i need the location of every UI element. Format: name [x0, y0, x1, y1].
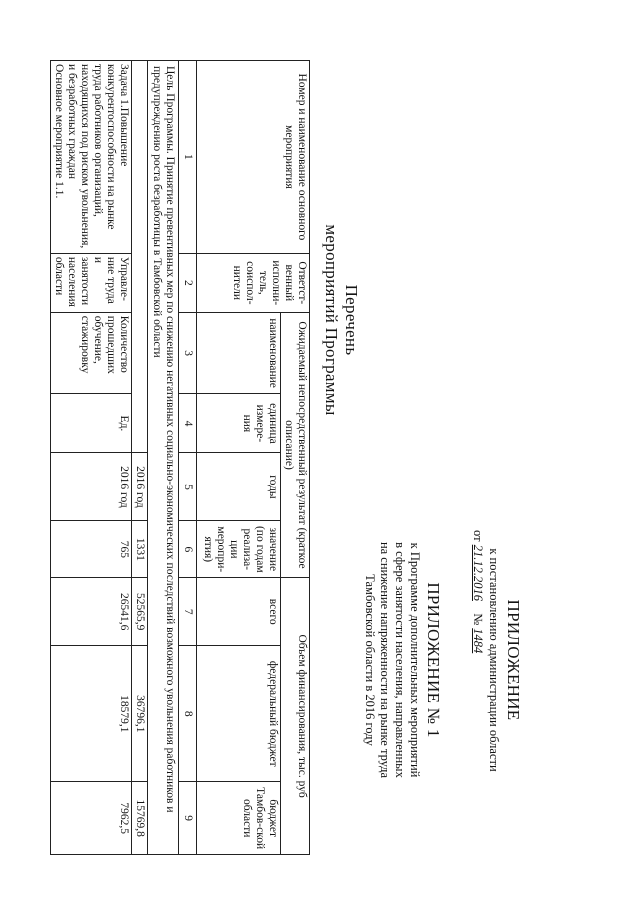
task-regional: 7962,5: [51, 782, 132, 855]
total-sum: 52565,9: [132, 578, 148, 646]
task-federal: 18579,1: [51, 646, 132, 782]
number-prefix: №: [471, 613, 485, 626]
appendix1-line1: к Программе дополнительных мероприятий: [408, 542, 422, 778]
number-value: 1484: [471, 628, 485, 654]
th-responsible: Ответст-венный исполни-тель, соиспол-нители: [197, 253, 310, 312]
th-name: наименование: [197, 312, 281, 394]
column-numbers-row: [179, 61, 197, 855]
total-year: 2016 год: [132, 453, 148, 521]
rotated-content: [53, 10, 528, 890]
appendix1-line3: на снижение напряженности на рынке труда: [378, 541, 392, 779]
th-federal: федеральный бюджет: [197, 646, 281, 782]
th-finance: Объем финансирования, тыс. руб: [281, 578, 310, 855]
th-result: Ожидаемый непосредственный результат (краткое описание): [281, 312, 310, 577]
task-responsible: Управле-ние труда и занятости населения области: [51, 253, 132, 312]
appendix1-line4: Тамбовской области в 2016 году: [363, 574, 377, 746]
total-regional: 15769,8: [132, 782, 148, 855]
col-num-7: 7: [179, 578, 197, 646]
th-value: значение (по годам реализа-ции меропри-ятия): [197, 521, 281, 578]
total-federal: 36796,1: [132, 646, 148, 782]
appendix-title: ПРИЛОЖЕНИЕ: [504, 599, 523, 721]
total-row: [132, 61, 148, 855]
total-value: 1331: [132, 521, 148, 578]
col-num-4: 4: [179, 394, 197, 453]
date-line: [471, 530, 485, 850]
goal-row: [148, 61, 179, 855]
th-years: годы: [197, 453, 281, 521]
appendix1-line2: в сфере занятости населения, направленных: [393, 542, 407, 778]
task-name: Количество прошедших обучение, стажировку: [51, 312, 132, 394]
events-table: [50, 60, 310, 855]
th-total: всего: [197, 578, 281, 646]
task-cell: [51, 61, 132, 254]
doc-subtitle: мероприятий Программы: [322, 224, 341, 416]
appendix1-title: ПРИЛОЖЕНИЕ № 1: [424, 582, 443, 738]
col-num-5: 5: [179, 453, 197, 521]
task-year: 2016 год: [51, 453, 132, 521]
doc-title: Перечень: [342, 284, 361, 356]
th-num-name: Номер и наименование основного мероприятия: [197, 61, 310, 254]
col-num-1: 1: [179, 61, 197, 254]
main-event-text: Основное мероприятие 1.1.: [53, 64, 65, 199]
task-row: [51, 61, 132, 855]
date-prefix: от: [471, 530, 485, 542]
col-num-8: 8: [179, 646, 197, 782]
th-unit: единица измере-ния: [197, 394, 281, 453]
col-num-2: 2: [179, 253, 197, 312]
task-unit: Ед.: [51, 394, 132, 453]
task-text: Задача 1.Повышение конкурентоспособности на рынке труда работников организаций, находящихся под риском увольнения, и безработных граждан: [66, 64, 130, 249]
task-value: 765: [51, 521, 132, 578]
task-total: 26541,6: [51, 578, 132, 646]
col-num-3: 3: [179, 312, 197, 394]
col-num-6: 6: [179, 521, 197, 578]
th-regional: бюджет Тамбов-ской области: [197, 782, 281, 855]
col-num-9: 9: [179, 782, 197, 855]
goal-text: Цель Программы. Принятие превентивных мер по снижению негативных социально-экономических последствий возможного увольнения работников и предупреждению роста безработицы в Тамбовской области: [148, 61, 179, 855]
total-row-empty: [132, 61, 148, 453]
appendix-subtitle: к постановлению администрации области: [487, 548, 501, 772]
date-value: 21.12.2016: [471, 544, 485, 601]
header-row-1: [281, 61, 310, 855]
